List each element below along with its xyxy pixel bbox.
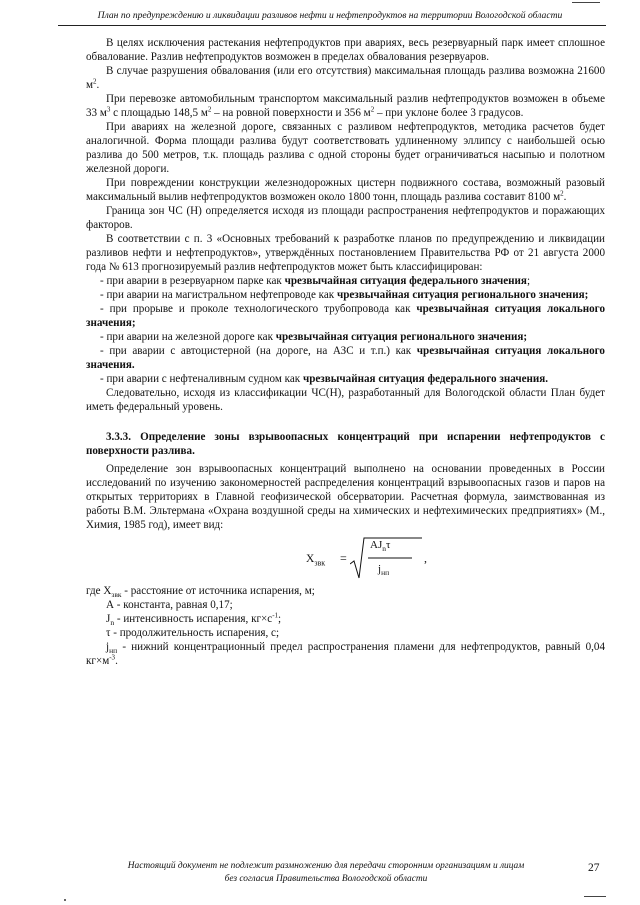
paragraph: Определение зон взрывоопасных концентраций выполнено на основании проведенных в России исследований по изучению закономерностей распределения концентраций взрывоопасных газов и паров на открытых территориях в Главной геофизической обсерватории. Расчетная формула, заимствованная из работы В.М. Эльтермана «Охрана воздушной среды на химических и нефтехимических предприятиях» (М., Химия, 1985 год), имеет вид: (86, 463, 605, 531)
text-run: - нижний концентрационный предел распространения пламени для нефтепродуктов, равный 0,04 кг×м (86, 641, 605, 667)
paragraph: Граница зон ЧС (Н) определяется исходя из площади распространения нефтепродуктов и поражающих факторов. (86, 205, 605, 231)
header-rule (58, 25, 606, 26)
text-run: При повреждении конструкции железнодорожных цистерн подвижного состава, возможный разовый максимальный вылив нефтепродуктов возможен около 1800 тонн, площадь разлива составит 8100 м (86, 177, 605, 203)
scan-mark-bottom (584, 896, 606, 897)
superscript: 3 (106, 105, 111, 114)
text-run: J (106, 613, 111, 625)
text-run: В случае разрушения обвалования (или его отсутствия) максимальная площадь разлива возможна 21600 м (86, 65, 605, 91)
paragraph: Следовательно, исходя из классификации ЧС(Н), разработанный для Вологодской области План будет иметь федеральный уровень. (86, 387, 605, 413)
list-text: - при аварии с автоцистерной (на дороге, на АЗС и т.п.) как (100, 345, 417, 357)
subscript: нп (381, 568, 390, 578)
list-text: - при аварии с нефтеналивным судном как (100, 373, 303, 385)
subscript: нп (109, 646, 118, 656)
paragraph: В целях исключения растекания нефтепродуктов при авариях, весь резервуарный парк имеет сплошное обвалование. Разлив нефтепродуктов возможен в пределах обвалования резервуаров. (86, 37, 605, 63)
formula-symbol: j (378, 563, 382, 575)
formula-equals: = (340, 551, 347, 565)
list-item (86, 372, 605, 386)
definition-line: τ - продолжительность испарения, с; (106, 627, 280, 639)
list-text: - при прорыве и проколе технологического трубопровода как (100, 303, 417, 315)
superscript: 2 (93, 77, 97, 86)
formula-numerator (370, 538, 390, 552)
subscript: звк (111, 590, 122, 600)
formula-symbol: AJ (370, 539, 383, 551)
list-emphasis: чрезвычайная ситуация локального значения; (86, 303, 605, 329)
page-footer (86, 860, 566, 886)
list-emphasis: чрезвычайная ситуация федерального значения. (302, 373, 549, 385)
subscript: звк (314, 558, 326, 568)
section-heading (86, 430, 605, 458)
list-emphasis: чрезвычайная ситуация регионального значения; (336, 289, 589, 301)
scan-dot (64, 899, 66, 901)
paragraph: В соответствии с п. 3 «Основных требований к разработке планов по предупреждению и ликвидации разливов нефти и нефтепродуктов», утверждённых постановлением Правительства РФ от 21 августа 2000 года № 613 прогнозируемый разлив нефтепродуктов может быть классифицирован: (86, 233, 605, 273)
paragraph (86, 92, 605, 120)
formula-denominator (378, 562, 389, 576)
formula-comma: , (424, 551, 427, 565)
list-item (86, 288, 605, 302)
scan-mark-top (572, 2, 600, 3)
list-item (86, 274, 605, 288)
text-run: где X (86, 585, 112, 597)
text-run: – при уклоне более 3 градусов. (374, 107, 524, 119)
paragraph: При авариях на железной дороге, связанных с разливом нефтепродуктов, методика расчетов будет аналогичной. Форма площади разлива будут соответствовать удлиненному эллипсу с наибольшей осью разлива до 500 метров, т.к. площадь разлива с одной стороны будет ограничиваться насыпью и полотном железной дороги. (86, 121, 605, 175)
superscript: -1 (272, 611, 279, 620)
list-emphasis: чрезвычайная ситуация федерального значения (284, 275, 527, 287)
paragraph (86, 176, 605, 204)
superscript: 2 (370, 105, 375, 114)
superscript: -3 (109, 653, 116, 662)
page-number: 27 (588, 862, 600, 874)
list-text: - при аварии на магистральном нефтепроводе как (100, 289, 337, 301)
subscript: n (110, 618, 115, 628)
section-number: 3.3.3. (106, 431, 131, 443)
definition-line (86, 584, 605, 598)
formula (86, 534, 605, 584)
footer-line: Настоящий документ не подлежит размножению для передачи сторонним организациям и лицам (127, 861, 525, 871)
text-run: - расстояние от источника испарения, м; (121, 585, 315, 597)
text-run: ; (278, 613, 282, 625)
definition-line: А - константа, равная 0,17; (106, 599, 233, 611)
list-item (86, 344, 605, 372)
text-run: с площадью 148,5 м (110, 107, 208, 119)
definition-line (86, 640, 605, 668)
formula-lhs (306, 552, 325, 566)
list-emphasis: чрезвычайная ситуация регионального значения; (275, 331, 528, 343)
list-item (86, 302, 605, 330)
list-emphasis: чрезвычайная ситуация локального значения. (86, 345, 605, 371)
text-run: - интенсивность испарения, кг×с (114, 613, 273, 625)
footer-line: без согласия Правительства Вологодской области (224, 874, 428, 884)
list-text: ; (526, 275, 531, 287)
list-text: - при аварии в резервуарном парке как (100, 275, 285, 287)
text-run: j (106, 641, 110, 653)
list-item (86, 330, 605, 344)
text-run: . (96, 79, 100, 91)
list-text: - при аварии на железной дороге как (100, 331, 276, 343)
subscript: n (382, 544, 386, 554)
text-run: . (563, 191, 567, 203)
text-run: При перевозке автомобильным транспортом максимальный разлив нефтепродуктов возможен в объеме 33 м (86, 93, 605, 119)
running-header: План по предупреждению и ликвидации разливов нефти и нефтепродуктов на территории Вологодской области (97, 10, 563, 21)
text-run: . (115, 655, 118, 667)
paragraph (86, 64, 605, 92)
formula-symbol: X (306, 553, 315, 565)
section-title: Определение зоны взрывоопасных концентраций при испарении нефтепродуктов с поверхности разлива. (86, 431, 605, 457)
superscript: 2 (560, 189, 564, 198)
text-run: – на ровной поверхности и 356 м (211, 107, 371, 119)
formula-symbol: τ (385, 539, 391, 551)
definition-line (86, 612, 605, 626)
superscript: 2 (207, 105, 212, 114)
page-body (86, 36, 605, 668)
